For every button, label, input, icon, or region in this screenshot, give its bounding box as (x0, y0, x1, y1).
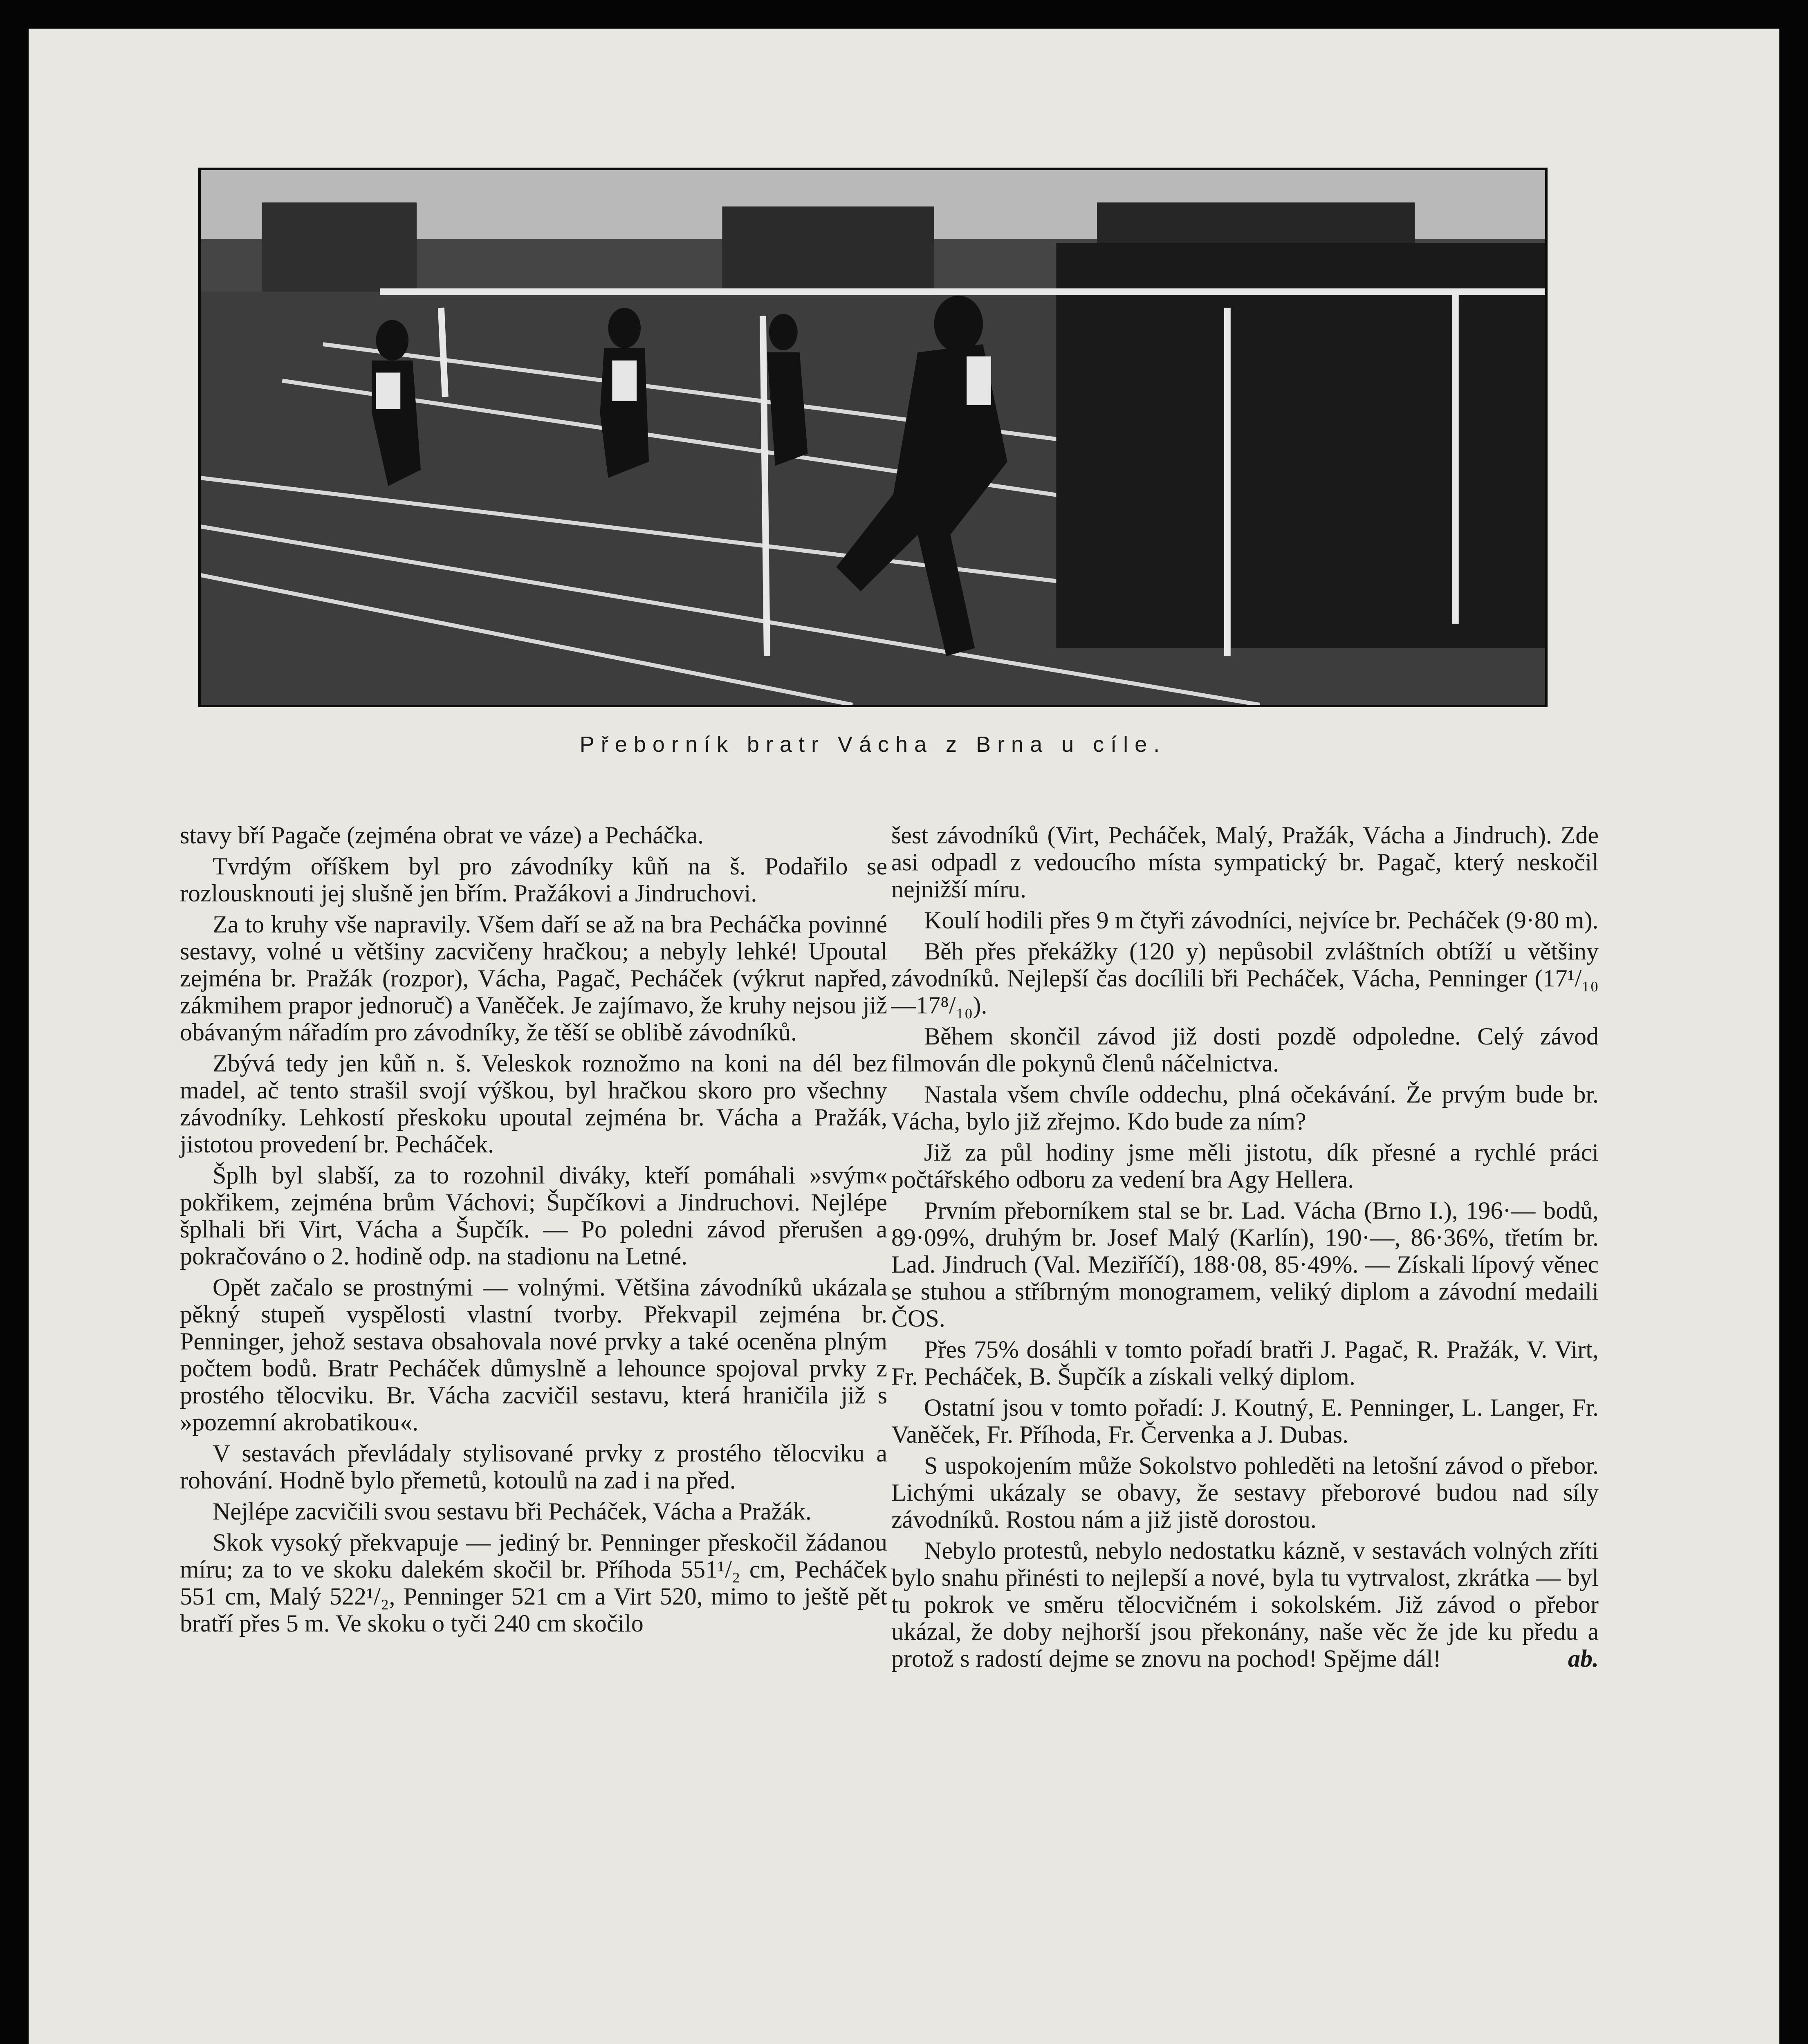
race-photo (198, 168, 1548, 707)
left-column (180, 822, 887, 1641)
race-photo-illustration (201, 170, 1545, 705)
right-column (891, 822, 1599, 1676)
left-paragraph-2: Tvrdým oříškem byl pro závodníky kůň na š. Podařilo se rozlousknouti jej slušně jen břím. Pražákovi a Jindruchovi. (180, 853, 887, 907)
left-paragraph-7: V sestavách převládaly stylisované prvky z prostého tělocviku a rohování. Hodně bylo přemetů, kotoulů na zad i na před. (180, 1440, 887, 1494)
right-paragraph-1: šest závodníků (Virt, Pecháček, Malý, Pražák, Vácha a Jindruch). Zde asi odpadl z vedoucího místa sympatický br. Pagač, který neskočil nejnižší míru. (891, 822, 1599, 903)
left-paragraph-3: Za to kruhy vše napravily. Všem daří se až na bra Pecháčka povinné sestavy, volné u většiny zacvičeny hračkou; a nebyly lehké! Upoutal zejména br. Pražák (rozpor), Vácha, Pagač, Pecháček (výkrut napřed, zákmihem prapor jednoruč) a Vaněček. Je zajímavo, že kruhy nejsou již obávaným nářadím pro závodníky, že těší se oblibě závodníků. (180, 911, 887, 1046)
right-paragraph-4: Během skončil závod již dosti pozdě odpoledne. Celý závod filmován dle pokynů členů náčelnictva. (891, 1023, 1599, 1077)
right-paragraph-2: Koulí hodili přes 9 m čtyři závodníci, nejvíce br. Pecháček (9·80 m). (924, 907, 1599, 934)
photo-caption: Přeborník bratr Vácha z Brna u cíle. (579, 732, 1166, 757)
left-paragraph-1: stavy bří Pagače (zejména obrat ve váze) a Pecháčka. (180, 822, 704, 849)
right-paragraph-5: Nastala všem chvíle oddechu, plná očekávání. Že prvým bude br. Vácha, bylo již zřejmo. Kdo bude za ním? (891, 1081, 1599, 1135)
right-paragraph-9: Ostatní jsou v tomto pořadí: J. Koutný, E. Penninger, L. Langer, Fr. Vaněček, Fr. Příhoda, Fr. Červenka a J. Dubas. (891, 1394, 1599, 1448)
author-signature: ab. (1568, 1645, 1599, 1672)
left-paragraph-4: Zbývá tedy jen kůň n. š. Veleskok roznožmo na koni na dél bez madel, ač tento strašil svojí výškou, byl hračkou skoro pro všechny závodníky. Lehkostí přeskoku upoutal zejména br. Vácha a Pražák, jistotou provedení br. Pecháček. (180, 1050, 887, 1158)
left-paragraph-5: Šplh byl slabší, za to rozohnil diváky, kteří pomáhali »svým« pokřikem, zejména brům Váchovi; Šupčíkovi a Jindruchovi. Nejlépe šplhali bři Virt, Vácha a Šupčík. — Po poledni závod přerušen a pokračováno o 2. hodině odp. na stadionu na Letné. (180, 1162, 887, 1270)
right-paragraph-6: Již za půl hodiny jsme měli jistotu, dík přesné a rychlé práci počtářského odboru za vedení bra Agy Hellera. (891, 1139, 1599, 1193)
right-paragraph-11 (891, 1537, 1599, 1672)
right-paragraph-11-text: Nebylo protestů, nebylo nedostatku kázně, v sestavách volných zříti bylo snahu přinésti to nejlepší a nové, byla tu vytrvalost, zkrátka — byl tu pokrok ve směru tělocvičném i sokolském. Již závod o přebor ukázal, že doby nejhorší jsou překonány, naše věc že jde ku předu a protož s radostí dejme se znovu na pochod! Spějme dál! (891, 1537, 1599, 1672)
left-paragraph-9: Skok vysoký překvapuje — jediný br. Penninger přeskočil žádanou míru; za to ve skoku dalekém skočil br. Příhoda 551¹/₂ cm, Pecháček 551 cm, Malý 522¹/₂, Penninger 521 cm a Virt 520, mimo to ještě pět bratří přes 5 m. Ve skoku o tyči 240 cm skočilo (180, 1529, 887, 1637)
left-paragraph-8: Nejlépe zacvičili svou sestavu bři Pecháček, Vácha a Pražák. (213, 1498, 812, 1525)
right-paragraph-10: S uspokojením může Sokolstvo pohleděti na letošní závod o přebor. Lichými ukázaly se obavy, že sestavy přeborové budou nad síly závodníků. Rostou nám a již jistě dorostou. (891, 1452, 1599, 1533)
left-paragraph-6: Opět začalo se prostnými — volnými. Většina závodníků ukázala pěkný stupeň vyspělosti vlastní tvorby. Překvapil zejména br. Penninger, jehož sestava obsahovala nové prvky a také oceněna plným počtem bodů. Bratr Pecháček důmyslně a lehounce spojoval prvky z prostého tělocviku. Br. Vácha zacvičil sestavu, která hraničila již s »pozemní akrobatikou«. (180, 1274, 887, 1436)
right-paragraph-8: Přes 75% dosáhli v tomto pořadí bratři J. Pagač, R. Pražák, V. Virt, Fr. Pecháček, B. Šupčík a získali velký diplom. (891, 1336, 1599, 1390)
right-paragraph-3: Běh přes překážky (120 y) nepůsobil zvláštních obtíží u většiny závodníků. Nejlepší čas docílili bři Pecháček, Vácha, Penninger (17¹/₁₀—17⁸/₁₀). (891, 938, 1599, 1019)
right-paragraph-7: Prvním přeborníkem stal se br. Lad. Vácha (Brno I.), 196·— bodů, 89·09%, druhým br. Josef Malý (Karlín), 190·—, 86·36%, třetím br. Lad. Jindruch (Val. Meziříčí), 188·08, 85·49%. — Získali lípový věnec se stuhou a stříbrným monogramem, veliký diplom a závodní medaili ČOS. (891, 1197, 1599, 1332)
